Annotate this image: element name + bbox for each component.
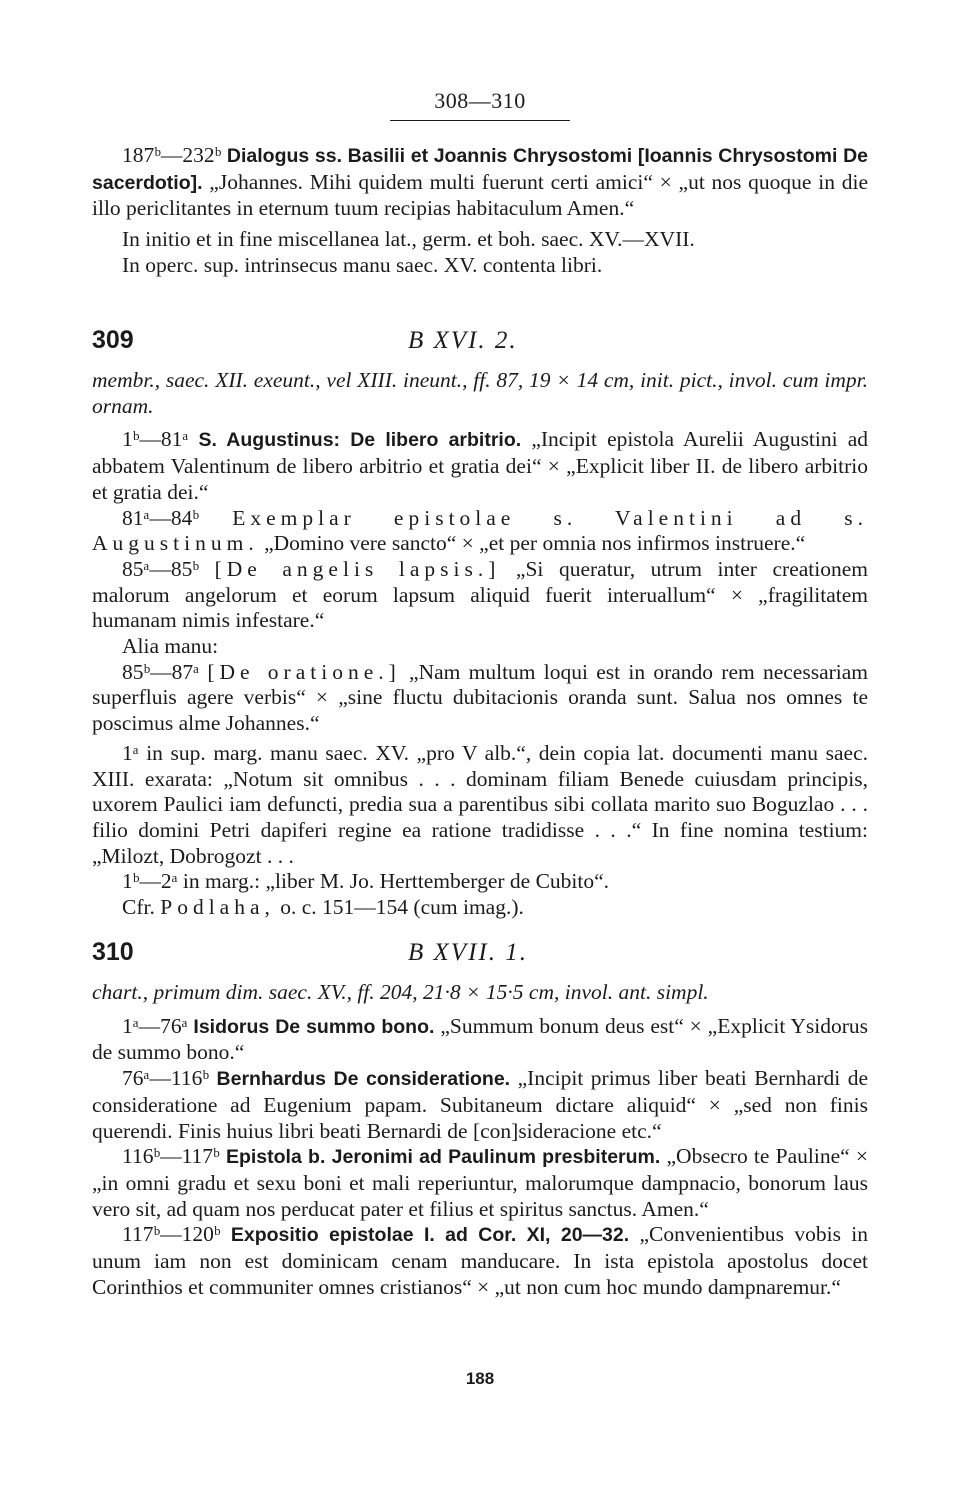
folio-range: 187ᵇ—232ᵇ bbox=[122, 143, 222, 167]
physical-description: chart., primum dim. saec. XV., ff. 204, 21·8 × 15·5 cm, invol. ant. simpl. bbox=[92, 980, 709, 1004]
content-item bbox=[92, 1222, 868, 1300]
work-title: Epistola b. Jeronimi ad Paulinum presbiterum. bbox=[225, 1146, 661, 1169]
content-item bbox=[92, 1066, 868, 1144]
incipit-explicit: „Summum bonum deus est“ × „Explicit Ysidorus de summo bono.“ bbox=[92, 1013, 869, 1065]
folio-range: 116ᵇ—117ᵇ bbox=[122, 1144, 220, 1169]
note: In initio et in fine miscellanea lat., germ. et boh. saec. XV.—XVII. bbox=[122, 227, 695, 252]
hand-note: Alia manu: bbox=[122, 634, 219, 659]
content-item bbox=[92, 427, 868, 505]
entry-309-heading bbox=[92, 328, 868, 362]
author-name: Podlaha, bbox=[160, 895, 275, 920]
citation: o. c. 151—154 (cum imag.). bbox=[280, 895, 524, 920]
note: In operc. sup. intrinsecus manu saec. XV. contenta libri. bbox=[122, 252, 603, 277]
content-item bbox=[92, 506, 868, 557]
incipit-explicit: „Convenientibus vobis in unum iam non est dominicam cenam manducare. In ista epistola apostolus docet Corinthios et communiter omnes cristianos“ × „ut non cum hoc mundo dampnaremur.“ bbox=[92, 1222, 869, 1299]
shelfmark: B XVII. 1. bbox=[408, 939, 528, 966]
work-title: Expositio epistolae I. ad Cor. XI, 20—32. bbox=[230, 1224, 630, 1247]
entry-309-body bbox=[92, 368, 868, 921]
folio-range: 76ᵃ—116ᵇ bbox=[122, 1066, 209, 1091]
folio-range: 1ᵇ—81ᵃ bbox=[122, 427, 189, 452]
note: 1ᵃ in sup. marg. manu saec. XV. „pro V alb.“, dein copia lat. documenti manu saec. XIII. exarata: „Notum sit omnibus . . . dominam filiam Benede cuiusdam principis, uxorem Paulici iam defuncti, predia sua a parentibus sibi collata marito suo Boguzlao . . . filio domini Petri dapiferi regine ea ratione tradidisse . . .“ In fine nomina testium: „Milozt, Dobrogozt . . . bbox=[92, 740, 868, 868]
entry-number: 310 bbox=[92, 938, 134, 966]
content-item bbox=[92, 557, 868, 634]
incipit-explicit: „Domino vere sancto“ × „et per omnia nos infirmos instruere.“ bbox=[264, 531, 806, 556]
work-title: Exemplar epistolae s. Valentini ad s. Augustinum. bbox=[92, 505, 868, 556]
entry-310-body bbox=[92, 980, 868, 1300]
content-item bbox=[92, 660, 868, 737]
work-title: [De oratione.] bbox=[207, 659, 401, 684]
work-title: Isidorus De summo bono. bbox=[193, 1015, 435, 1038]
bibliography-note bbox=[92, 895, 868, 921]
incipit-explicit: „Johannes. Mihi quidem multi fuerunt certi amici“ × „ut nos quoque in die illo periclitantes in eternum tuum recipias habitaculum Amen.“ bbox=[92, 169, 868, 221]
work-title: S. Augustinus: De libero arbitrio. bbox=[198, 429, 522, 452]
work-title: Dialogus ss. Basilii et Joannis Chrysostomi [Ioannis Chrysostomi De sacerdotio]. bbox=[92, 145, 869, 194]
running-title: 308—310 bbox=[434, 88, 526, 113]
entry-308-continuation bbox=[92, 143, 868, 279]
folio-range: 85ᵇ—87ᵃ bbox=[122, 659, 200, 684]
incipit-explicit: „Obsecro te Pauline“ × „in omni gradu et sexu boni et mali reperiuntur, malorumque dampnacio, bonorum laus vero sit, ad quam nos perducat pater et filius et spiritus sanctus. Amen.“ bbox=[92, 1144, 869, 1221]
folio-range: 81ᵃ—84ᵇ bbox=[122, 505, 200, 530]
cfr-label: Cfr. bbox=[122, 895, 155, 920]
folio-range: 85ᵃ—85ᵇ bbox=[122, 556, 200, 581]
shelfmark: B XVI. 2. bbox=[408, 327, 518, 354]
physical-description: membr., saec. XII. exeunt., vel XIII. ineunt., ff. 87, 19 × 14 cm, init. pict., invol. cum impr. ornam. bbox=[92, 368, 868, 418]
page-number: 188 bbox=[465, 1369, 495, 1388]
incipit-explicit: „Nam multum loqui est in orando rem necessariam superfluis agere verbis“ × „sine fluctu dubitacionis oranda sunt. Salua nos omnes te poscimus alme Johannes.“ bbox=[92, 659, 869, 736]
content-item bbox=[92, 143, 868, 222]
work-title: Bernhardus De consideratione. bbox=[216, 1068, 511, 1091]
content-item bbox=[92, 1144, 868, 1222]
folio-range: 117ᵇ—120ᵇ bbox=[122, 1222, 221, 1247]
incipit-explicit: „Incipit primus liber beati Bernhardi de consideratione ad Eugenium papam. Subitaneum dictare aliquid“ × „sed non finis querendi. Finis huius libri beati Bernardi de [con]sideracione etc.“ bbox=[92, 1066, 868, 1143]
header-rule bbox=[390, 120, 570, 121]
incipit-explicit: „Incipit epistola Aurelii Augustini ad abbatem Valentinum de libero arbitrio et gratia dei“ × „Explicit liber II. de libero arbitrio et gratia dei.“ bbox=[92, 427, 869, 504]
folio-range: 1ᵃ—76ᵃ bbox=[122, 1013, 188, 1038]
entry-310-heading bbox=[92, 940, 868, 974]
content-item bbox=[92, 1014, 868, 1066]
incipit-explicit: „Si queratur, utrum inter creationem malorum angelorum et eorum lapsum aliquid fuerit interuallum“ × „fragilitatem humanam nimis infestare.“ bbox=[92, 556, 869, 633]
entry-number: 309 bbox=[92, 326, 134, 354]
note: 1ᵇ—2ᵃ in marg.: „liber M. Jo. Herttemberger de Cubito“. bbox=[122, 869, 610, 894]
work-title: [De angelis lapsis.] bbox=[214, 556, 501, 581]
